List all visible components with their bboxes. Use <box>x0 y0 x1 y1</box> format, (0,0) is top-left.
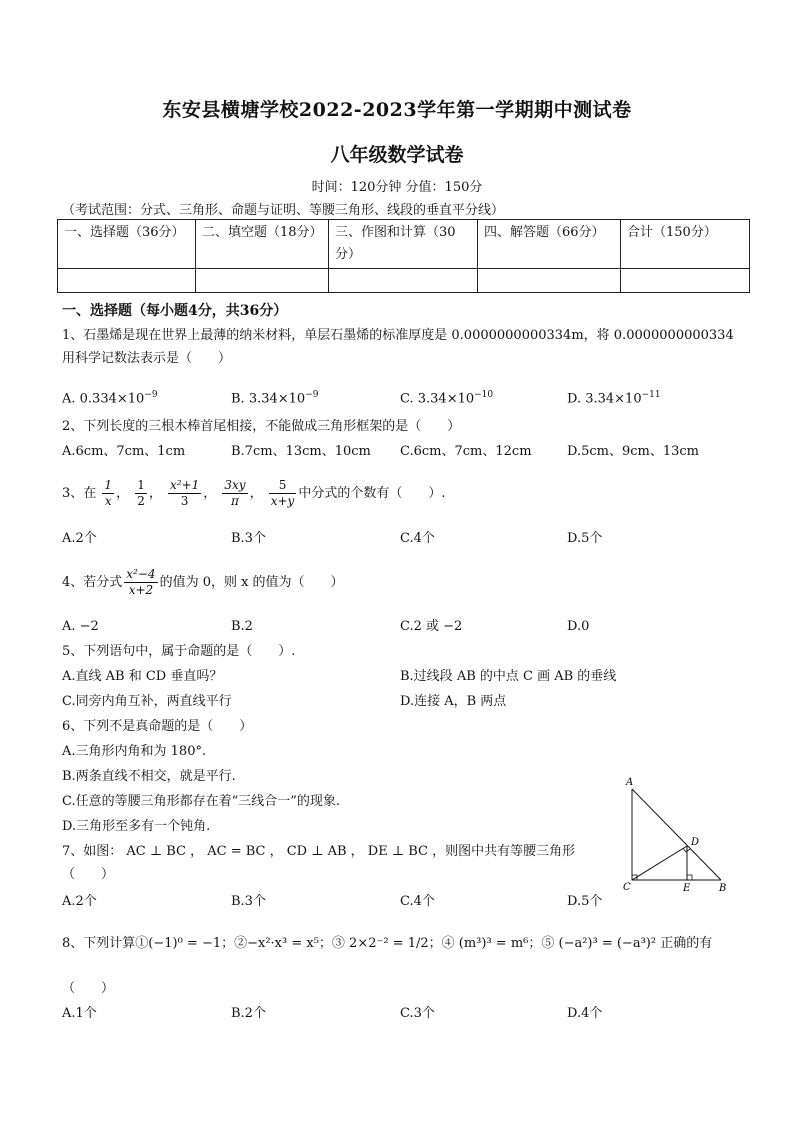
q4-option-d[interactable]: D.0 <box>567 619 590 634</box>
time-info: 时间：120分钟 分值：150分 <box>311 180 483 195</box>
q4-stem: 4、若分式 $\frac{\text{x²−4}}{x+2}$ 的值为 0，则 x 的值为（ ） <box>62 567 344 597</box>
q6-option-b[interactable]: B.两条直线不相交，就是平行. <box>62 769 236 784</box>
q4-option-a[interactable]: A. −2 <box>62 619 99 634</box>
q4-option-c[interactable]: C.2 或 −2 <box>400 619 463 634</box>
q8-option-d[interactable]: D.4个 <box>567 1006 603 1021</box>
q2-option-d[interactable]: D.5cm、9cm、13cm <box>567 444 699 459</box>
score-table-value-row <box>58 269 750 293</box>
q6-option-d[interactable]: D.三角形至多有一个钝角. <box>62 819 211 834</box>
q6-stem: 6、下列不是真命题的是（ ） <box>62 719 253 734</box>
q8-stem: 8、下列计算①(−1)⁰ = −1；②−x²·x³ = x⁵；③ 2×2⁻² = 1/2；④ (m³)³ = m⁶；⑤ (−a²)³ = (−a³)² 正确的有 <box>62 936 713 951</box>
q6-option-a[interactable]: A.三角形内角和为 180°. <box>62 744 207 759</box>
q3-fraction: $\frac{1}{x}$ <box>104 478 113 508</box>
score-table <box>57 219 750 293</box>
label-b: B <box>719 883 727 894</box>
score-cell[interactable] <box>196 269 329 293</box>
q7-option-b[interactable]: B.3个 <box>231 894 266 909</box>
q6-option-c[interactable]: C.任意的等腰三角形都存在着“三线合一”的现象. <box>62 794 341 809</box>
label-c: C <box>623 882 631 893</box>
q2-stem: 2、下列长度的三根木棒首尾相接，不能做成三角形框架的是（ ） <box>62 419 461 434</box>
q8-option-a[interactable]: A.1个 <box>62 1006 97 1021</box>
q4-fraction: $\frac{\text{x²−4}}{x+2}$ <box>126 567 156 597</box>
score-cell[interactable] <box>58 269 196 293</box>
label-e: E <box>683 883 691 894</box>
q8-stem-line2: （ ） <box>62 981 115 996</box>
q7-stem-line2: （ ） <box>62 867 115 882</box>
q7-option-d[interactable]: D.5个 <box>567 894 603 909</box>
score-cell[interactable] <box>478 269 621 293</box>
q3-option-c[interactable]: C.4个 <box>400 531 435 546</box>
q5-stem: 5、下列语句中，属于命题的是（ ）. <box>62 644 296 659</box>
exam-subtitle: 八年级数学试卷 <box>330 144 464 166</box>
q1-stem-line2: 用科学记数法表示是（ ） <box>62 351 232 366</box>
q3-stem: 3、在 $\frac{1}{x}$ ， $\frac{1}{2}$ ， $\frac{\text{x²+1}}{3}$ ， $\frac{3xy}{\pi}$ ， $\frac{5}{x+y}$ 中分式的个数有（ ）. <box>62 478 446 508</box>
q3-fraction: $\frac{\text{x²+1}}{3}$ <box>169 478 200 508</box>
score-header-cell: 二、填空题（18分） <box>196 220 329 269</box>
segment-cd <box>632 846 687 880</box>
exam-title: 东安县横塘学校2022-2023学年第一学期期中测试卷 <box>162 99 632 121</box>
q1-option-c[interactable]: C. $3.34\times 10^{-10}$ <box>400 390 494 407</box>
q1-option-d[interactable]: D. $3.34\times 10^{-11}$ <box>567 390 661 407</box>
score-header-cell: 合计（150分） <box>621 220 750 269</box>
exam-scope: （考试范围：分式、三角形、命题与证明、等腰三角形、线段的垂直平分线） <box>62 203 505 218</box>
score-header-cell: 三、作图和计算（30分） <box>329 220 478 269</box>
score-cell[interactable] <box>621 269 750 293</box>
q4-option-b[interactable]: B.2 <box>231 619 253 634</box>
q5-option-d[interactable]: D.连接 A，B 两点 <box>400 694 507 709</box>
q8-option-c[interactable]: C.3个 <box>400 1006 435 1021</box>
q3-option-b[interactable]: B.3个 <box>231 531 266 546</box>
section1-heading: 一、选择题（每小题4分，共36分） <box>62 303 288 319</box>
q1-option-b[interactable]: B. $3.34\times 10^{-9}$ <box>231 390 319 407</box>
q5-option-c[interactable]: C.同旁内角互补，两直线平行 <box>62 694 232 709</box>
score-header-cell: 四、解答题（66分） <box>478 220 621 269</box>
right-angle-e <box>687 875 692 880</box>
segment-ab <box>632 789 721 880</box>
q7-option-c[interactable]: C.4个 <box>400 894 435 909</box>
q8-option-b[interactable]: B.2个 <box>231 1006 266 1021</box>
q3-fraction: $\frac{5}{x+y}$ <box>270 478 295 508</box>
q3-fraction: $\frac{1}{2}$ <box>137 478 145 508</box>
q1-option-a[interactable]: A. $0.334\times 10^{-9}$ <box>62 390 158 407</box>
q3-option-a[interactable]: A.2个 <box>62 531 97 546</box>
q7-option-a[interactable]: A.2个 <box>62 894 97 909</box>
score-header-cell: 一、选择题（36分） <box>58 220 196 269</box>
label-d: D <box>691 837 700 848</box>
q2-option-a[interactable]: A.6cm、7cm、1cm <box>62 444 186 459</box>
score-cell[interactable] <box>329 269 478 293</box>
label-a: A <box>626 777 634 788</box>
score-table-header-row <box>58 220 750 269</box>
triangle-figure <box>616 775 736 895</box>
q5-option-a[interactable]: A.直线 AB 和 CD 垂直吗？ <box>62 669 223 684</box>
q2-option-c[interactable]: C.6cm、7cm、12cm <box>400 444 532 459</box>
q2-option-b[interactable]: B.7cm、13cm、10cm <box>231 444 371 459</box>
q5-option-b[interactable]: B.过线段 AB 的中点 C 画 AB 的垂线 <box>400 669 617 684</box>
q7-stem-line1: 7、如图： AC ⊥ BC ， AC = BC ， CD ⊥ AB ， DE ⊥ BC ，则图中共有等腰三角形 <box>62 844 576 859</box>
q3-option-d[interactable]: D.5个 <box>567 531 603 546</box>
q1-stem-line1: 1、石墨烯是现在世界上最薄的纳米材料，单层石墨烯的标准厚度是 0.0000000000334m，将 0.0000000000334 <box>62 328 734 343</box>
q3-fraction: $\frac{3xy}{\pi}$ <box>224 478 246 508</box>
